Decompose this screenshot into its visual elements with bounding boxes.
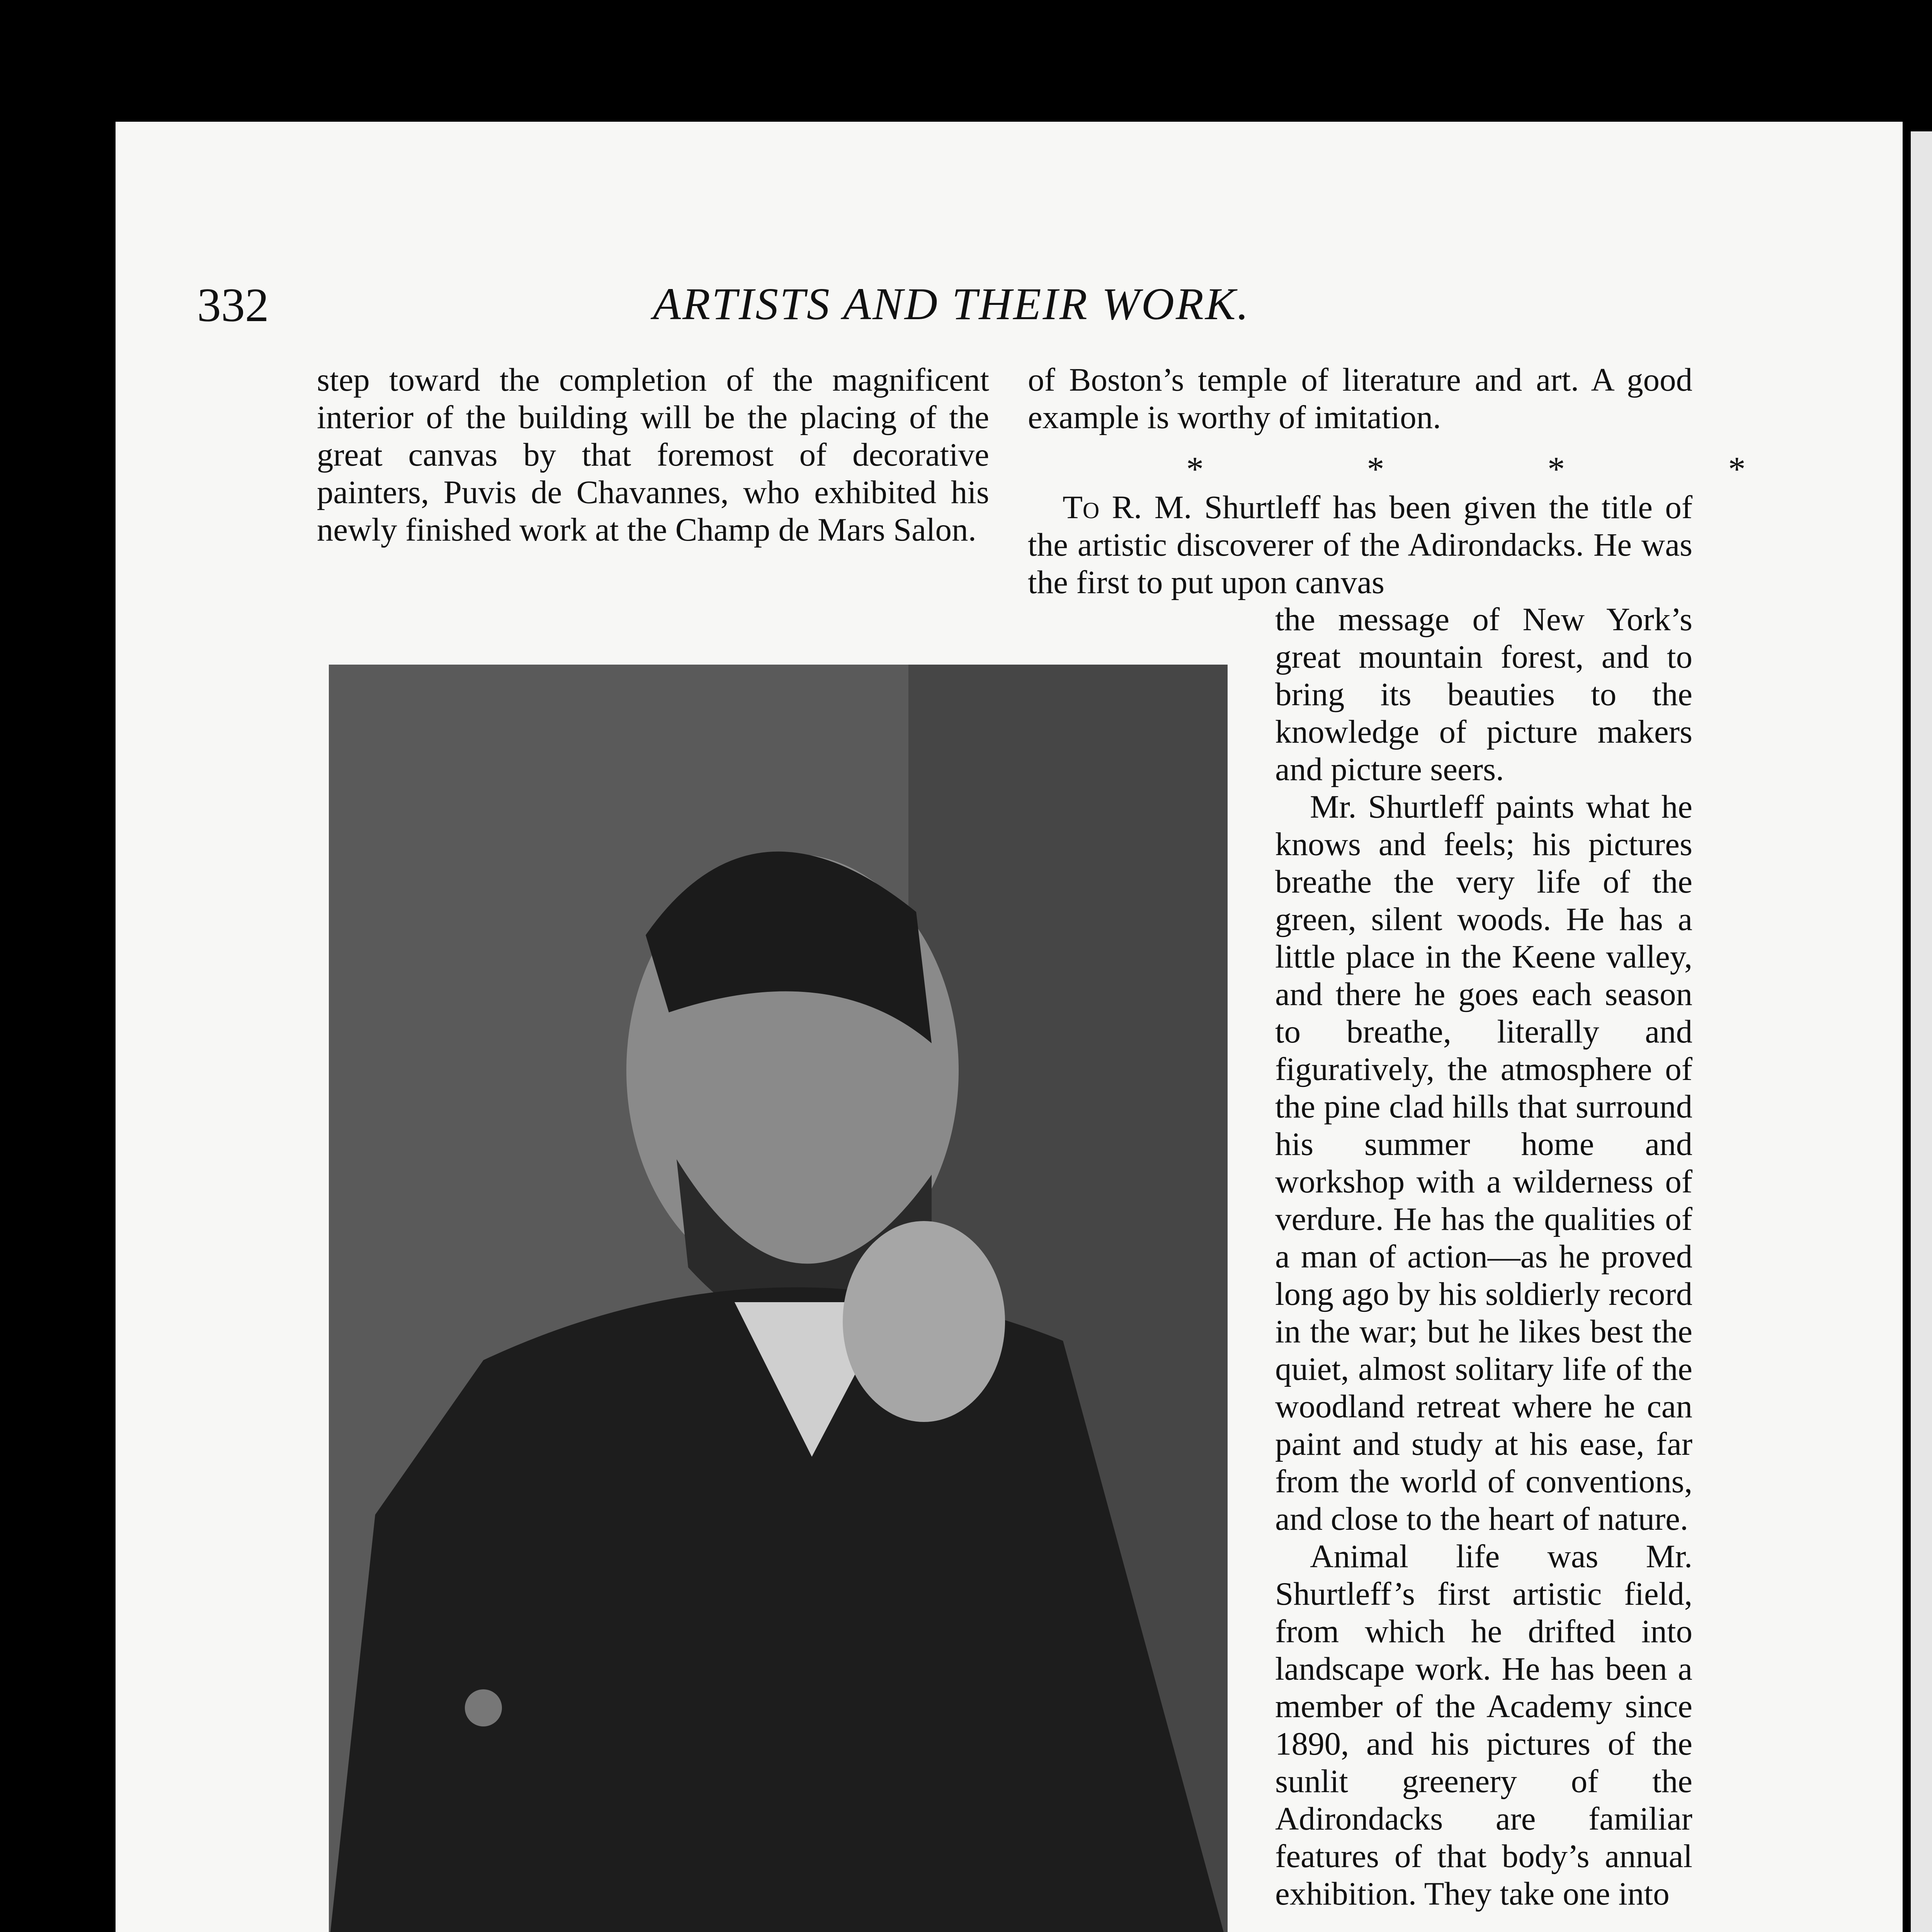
right-column-top	[1028, 361, 1692, 436]
page-number: 332	[197, 279, 269, 332]
right-column-narrow	[1275, 601, 1692, 1913]
left-paragraph-1: step toward the completion of the magnificent interior of the building will be the placing of the great canvas by that foremost of decorative painters, Puvis de Chavannes, who exhibited his newly finished work at the Champ de Mars Salon.	[317, 362, 989, 548]
portrait-illustration	[329, 665, 1228, 1932]
right-paragraph-3: Mr. Shurtleff paints what he knows and feels; his pictures breathe the very life of the green, silent woods. He has a little place in the Keene valley, and there he goes each season to breathe, literally and figuratively, the atmosphere of the pine clad hills that surround his summer home and workshop with a wilderness of verdure. He has the qualities of a man of action—as he proved long ago by his soldierly record in the war; but he likes best the quiet, almost solitary life of the woodland retreat where he can paint and study at his ease, far from the world of conventions, and close to the heart of nature.	[1275, 789, 1692, 1537]
right-paragraph-4-narrow: Animal life was Mr. Shurtleff’s first artistic field, from which he drifted into landscape work. He has been a member of the Academy since 1890, and his pictures of the sunlit greenery of the Adirondacks are familiar features of that body’s annual exhibition. They take one into	[1275, 1538, 1692, 1912]
left-column-top	[317, 361, 989, 549]
right-paragraph-2-lead: To	[1063, 489, 1100, 526]
right-paragraph-2-body: R. M. Shurtleff has been given the title of the artistic discoverer of the Adirondacks. He was the first to put upon canvas	[1028, 489, 1692, 600]
running-header	[197, 281, 1719, 343]
right-section-separator-1: * * * *	[1186, 450, 1823, 488]
running-title: ARTISTS AND THEIR WORK.	[653, 279, 1250, 329]
right-paragraph-2-top	[1028, 489, 1692, 601]
right-paragraph-1: of Boston’s temple of literature and art. A good example is worthy of imitation.	[1028, 362, 1692, 435]
portrait-photo	[329, 665, 1228, 1932]
right-paragraph-2-narrow: the message of New York’s great mountain forest, and to bring its beauties to the knowledge of picture makers and picture seers.	[1275, 601, 1692, 787]
facing-page-edge	[1911, 131, 1932, 1932]
right-column-shurtleff-intro	[1028, 489, 1692, 601]
